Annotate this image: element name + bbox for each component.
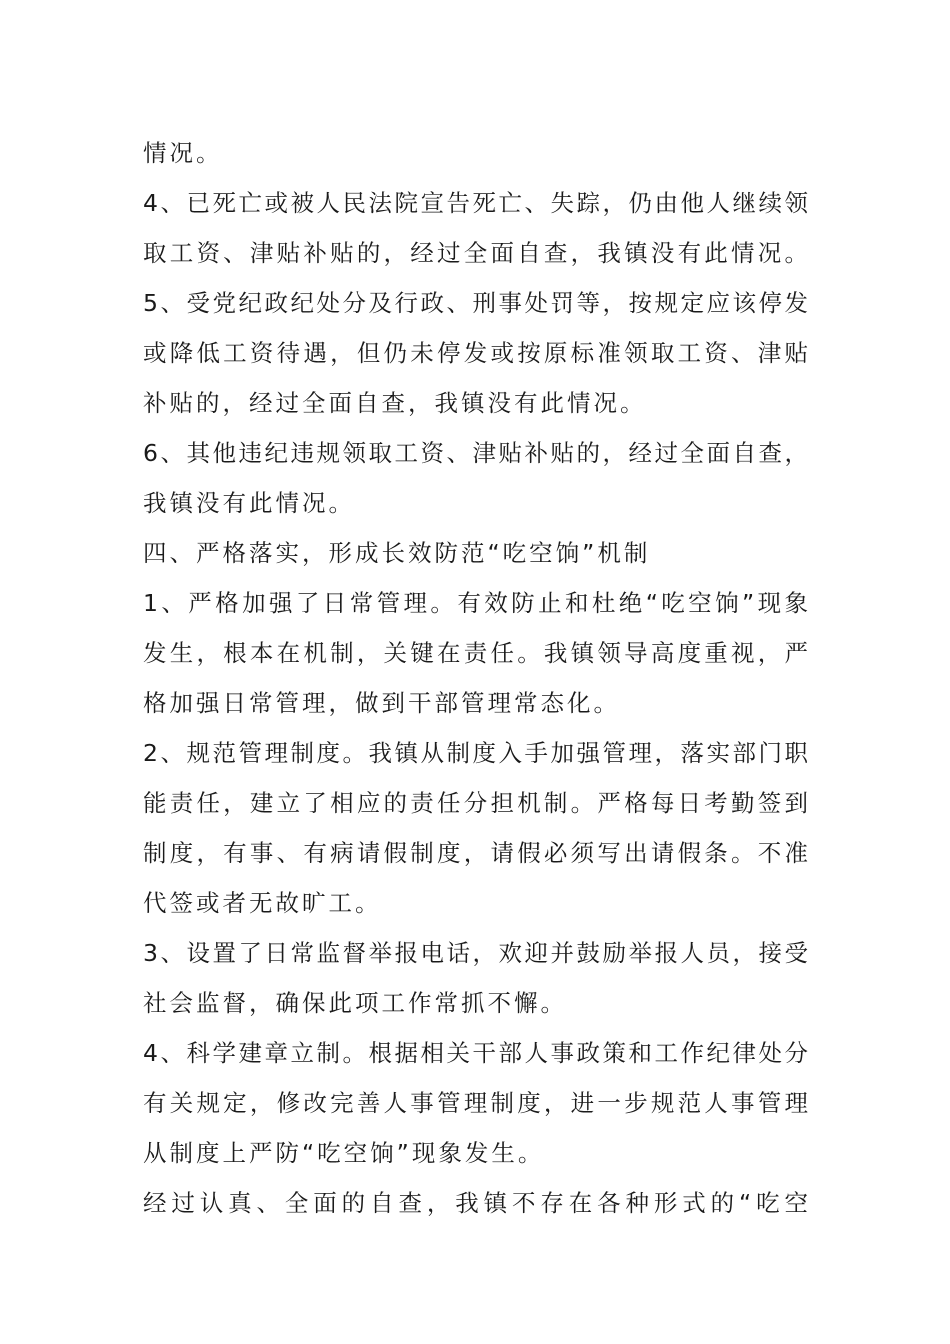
text-line: 或降低工资待遇，但仍未停发或按原标准领取工资、津贴 bbox=[143, 339, 808, 367]
text-line: 四、严格落实，形成长效防范“吃空饷”机制 bbox=[143, 539, 651, 567]
text-line: 代签或者无故旷工。 bbox=[143, 889, 382, 917]
text-line: 经过认真、全面的自查，我镇不存在各种形式的“吃空 bbox=[143, 1189, 808, 1217]
text-line: 5、受党纪政纪处分及行政、刑事处罚等，按规定应该停发 bbox=[143, 289, 808, 317]
text-line: 6、其他违纪违规领取工资、津贴补贴的，经过全面自查， bbox=[143, 439, 808, 467]
text-line: 社会监督，确保此项工作常抓不懈。 bbox=[143, 989, 567, 1017]
text-line: 4、已死亡或被人民法院宣告死亡、失踪，仍由他人继续领 bbox=[143, 189, 808, 217]
text-line: 3、设置了日常监督举报电话，欢迎并鼓励举报人员，接受 bbox=[143, 939, 808, 967]
text-line: 2、规范管理制度。我镇从制度入手加强管理，落实部门职 bbox=[143, 739, 808, 767]
text-line: 4、科学建章立制。根据相关干部人事政策和工作纪律处分 bbox=[143, 1039, 808, 1067]
text-line: 有关规定，修改完善人事管理制度，进一步规范人事管理 bbox=[143, 1089, 808, 1117]
text-line: 能责任，建立了相应的责任分担机制。严格每日考勤签到 bbox=[143, 789, 808, 817]
document-body bbox=[143, 128, 808, 1228]
text-line: 1、严格加强了日常管理。有效防止和杜绝“吃空饷”现象 bbox=[143, 589, 808, 617]
text-line: 情况。 bbox=[143, 139, 223, 167]
text-line: 格加强日常管理，做到干部管理常态化。 bbox=[143, 689, 620, 717]
text-line: 发生，根本在机制，关键在责任。我镇领导高度重视，严 bbox=[143, 639, 808, 667]
text-line: 从制度上严防“吃空饷”现象发生。 bbox=[143, 1139, 545, 1167]
text-line: 取工资、津贴补贴的，经过全面自查，我镇没有此情况。 bbox=[143, 239, 808, 267]
text-line: 制度，有事、有病请假制度，请假必须写出请假条。不准 bbox=[143, 839, 808, 867]
text-line: 我镇没有此情况。 bbox=[143, 489, 355, 517]
text-line: 补贴的，经过全面自查，我镇没有此情况。 bbox=[143, 389, 647, 417]
